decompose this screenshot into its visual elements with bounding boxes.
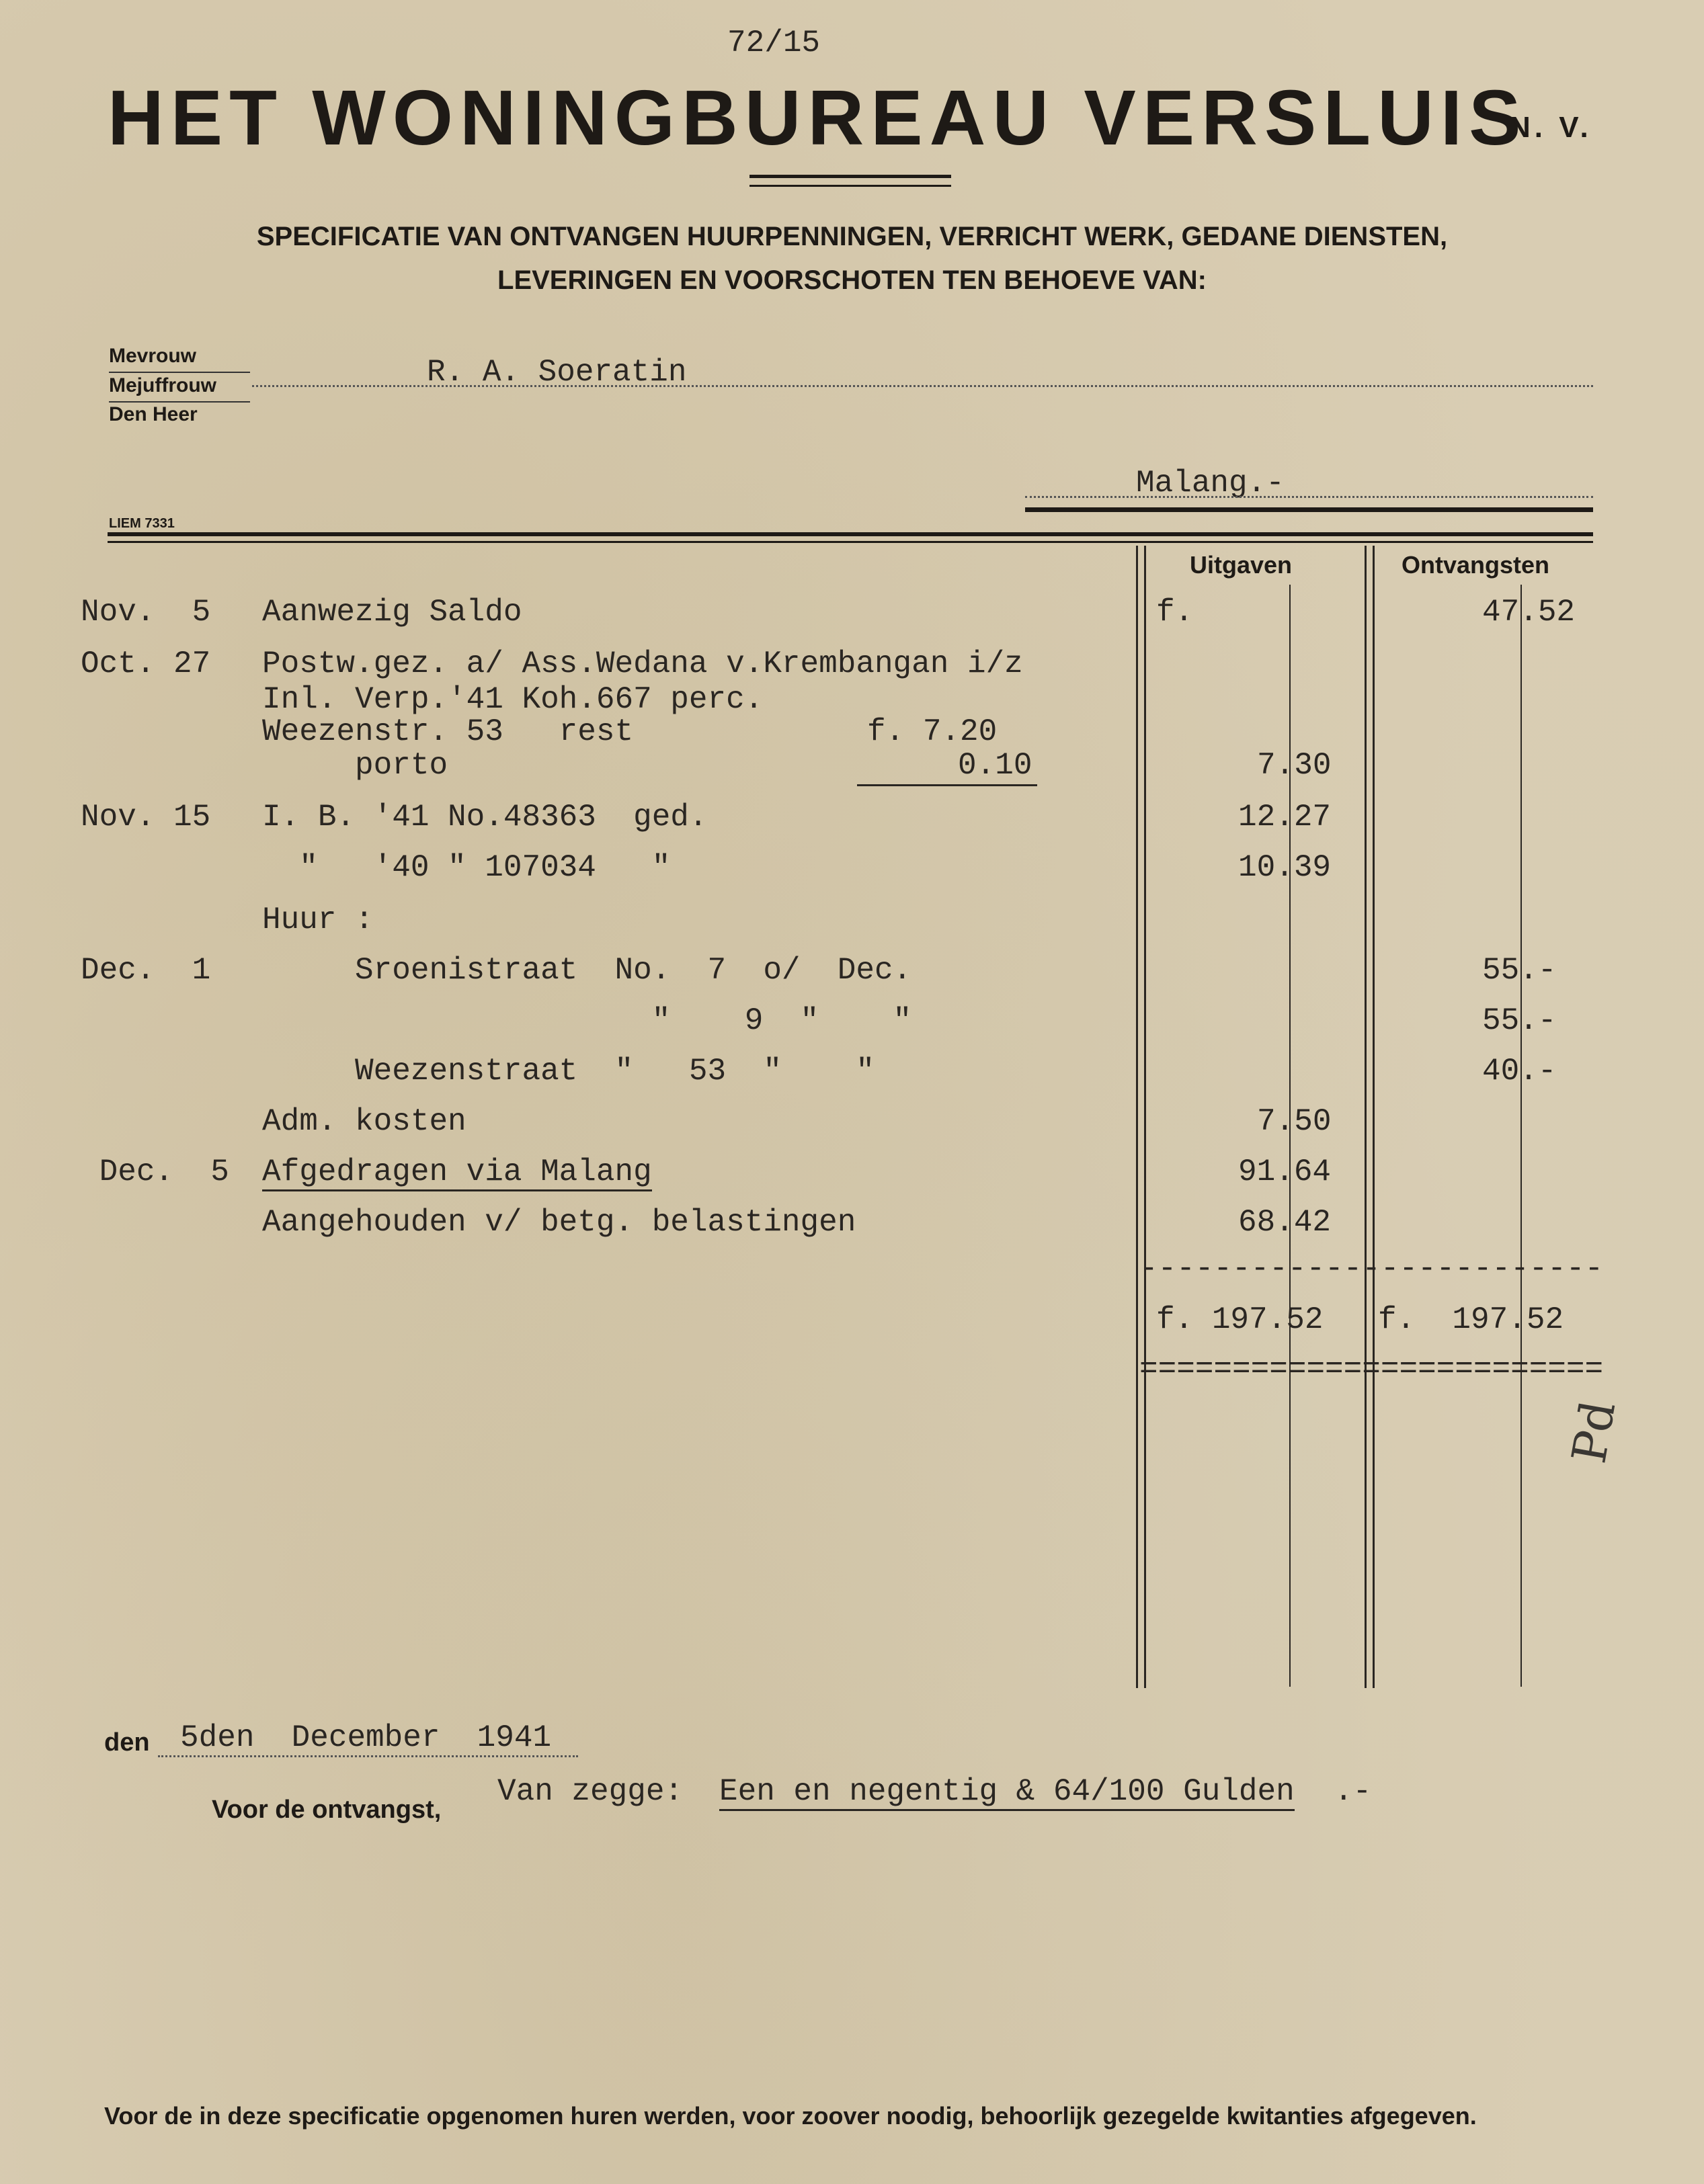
subtotal-rule [857,784,1037,786]
entry-date: Dec. 1 [81,953,211,988]
totals-double-rule: ========================= [1139,1352,1604,1387]
entry-text: porto [262,748,448,783]
amount-prefix: Van zegge: [497,1774,684,1809]
printer-mark: LIEM 7331 [109,516,175,531]
city-heavy-rule [1025,507,1593,512]
entry-expense: 7.50 [1257,1104,1332,1139]
salutation-mejuffrouw: Mejuffrouw [109,374,216,396]
entry-date: Nov. 5 [81,595,211,630]
totals-dash-rule: ------------------------- [1139,1251,1604,1286]
entry-sub-amount: f. 7.20 [867,714,998,749]
salutation-divider [109,372,250,373]
column-border [1136,546,1138,1688]
entry-text: Adm. kosten [262,1104,466,1139]
column-border [1373,546,1375,1688]
header-rule-2 [108,541,1593,543]
title-ornament-rule [749,175,951,178]
receipt-label: Voor de ontvangst, [212,1796,442,1824]
entry-receipt: 55.- [1482,1003,1557,1038]
entry-text: Sroenistraat No. 7 o/ Dec. [262,953,912,988]
city-dotted-line [1025,496,1593,498]
column-border [1144,546,1146,1688]
entry-text: Aanwezig Saldo [262,595,522,630]
entry-text: Weezenstraat " 53 " " [262,1054,875,1089]
entry-expense-prefix: f. [1156,595,1194,630]
date-dotted-line [158,1755,578,1757]
title-ornament-rule-2 [749,185,951,187]
entry-expense: 10.39 [1238,850,1332,885]
header-rule [108,532,1593,536]
total-receipts: f. 197.52 [1378,1302,1564,1337]
footer-note: Voor de in deze specificatie opgenomen huren werden, voor zoover noodig, behoorlijk gezegelde kwitanties afgegeven. [104,2102,1477,2130]
subtitle-line-1: SPECIFICATIE VAN ONTVANGEN HUURPENNINGEN, VERRICHT WERK, GEDANE DIENSTEN, [256,222,1448,251]
amount-suffix: .- [1334,1774,1372,1809]
entry-text: Weezenstr. 53 rest [262,714,634,749]
addressee-name: R. A. Soeratin [427,355,687,390]
entry-sub-amount: 0.10 [958,748,1032,783]
salutation-den-heer: Den Heer [109,403,198,425]
total-expenses: f. 197.52 [1156,1302,1324,1337]
entry-expense: 12.27 [1238,800,1332,835]
salutation-mevrouw: Mevrouw [109,345,197,367]
column-header-uitgaven: Uitgaven [1190,551,1293,579]
entry-receipt: 40.- [1482,1054,1557,1089]
entry-text: " '40 " 107034 " [262,850,671,885]
company-name: HET WONINGBUREAU VERSLUIS [108,74,1528,161]
entry-text: I. B. '41 No.48363 ged. [262,800,708,835]
entry-expense: 68.42 [1238,1205,1332,1240]
addressee-city: Malang.- [1136,466,1285,501]
column-header-ontvangsten: Ontvangsten [1402,551,1550,579]
signoff-date: 5den December 1941 [180,1720,552,1755]
entry-date: Dec. 5 [81,1154,229,1189]
entry-expense: 91.64 [1238,1154,1332,1189]
company-suffix: N. V. [1509,111,1592,144]
cents-divider [1520,585,1522,1687]
entry-receipt: 47.52 [1482,595,1576,630]
den-label: den [104,1728,150,1757]
entry-text: Aangehouden v/ betg. belastingen [262,1205,856,1240]
entry-text: Afgedragen via Malang [262,1154,652,1191]
entry-date: Nov. 15 [81,800,211,835]
entry-date: Oct. 27 [81,646,211,681]
subtitle-line-2: LEVERINGEN EN VOORSCHOTEN TEN BEHOEVE VAN: [497,265,1207,295]
entry-receipt: 55.- [1482,953,1557,988]
entry-text: " 9 " " [262,1003,912,1038]
column-border [1365,546,1367,1688]
entry-text: Postw.gez. a/ Ass.Wedana v.Krembangan i/z [262,646,1023,681]
amount-in-words: Een en negentig & 64/100 Gulden [719,1774,1295,1811]
entry-expense: 7.30 [1257,748,1332,783]
entry-text: Inl. Verp.'41 Koh.667 perc. [262,682,764,717]
reference-number: 72/15 [727,26,821,60]
entry-text: Huur : [262,902,374,937]
salutation-divider [109,401,250,403]
handwritten-initials: Pd [1561,1396,1627,1468]
